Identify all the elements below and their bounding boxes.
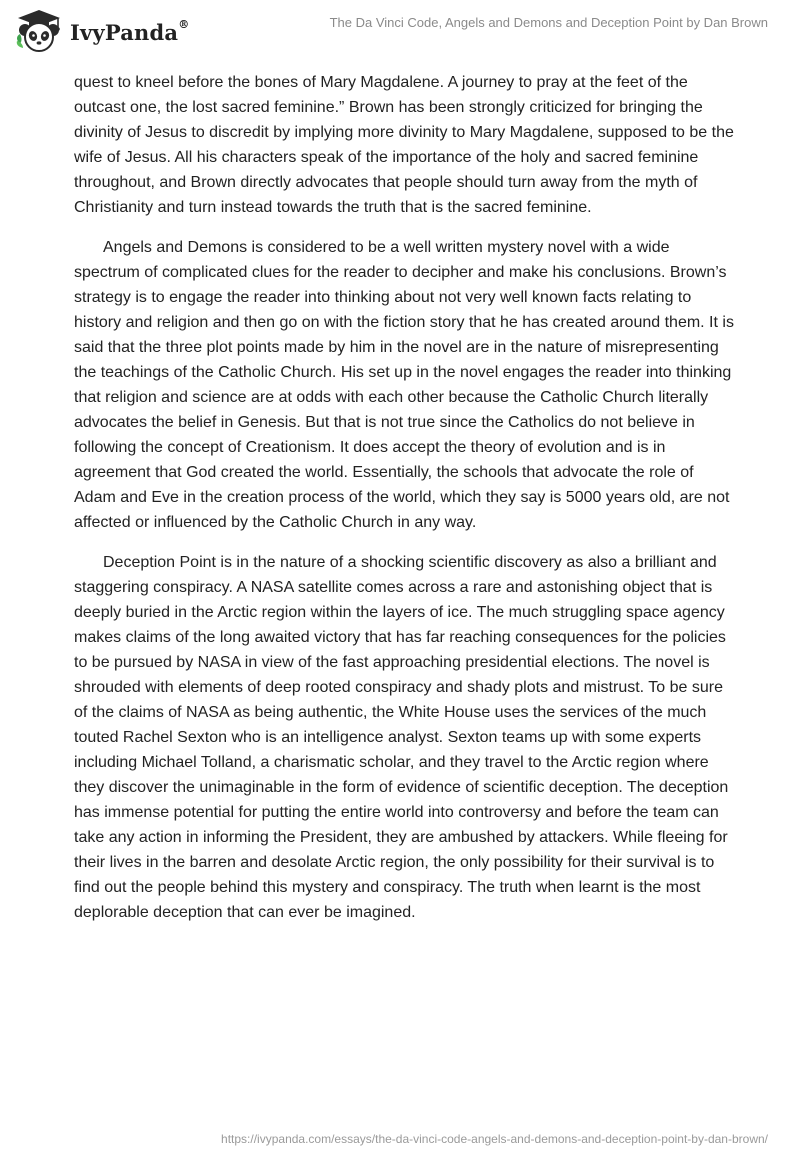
source-url[interactable]: https://ivypanda.com/essays/the-da-vinci-code-angels-and-demons-and-deception-point-by-dan-brown/ (221, 1132, 768, 1146)
page-header (0, 0, 800, 70)
registered-mark: ® (178, 17, 190, 31)
panda-graduation-cap-icon (14, 8, 64, 52)
logo-wordmark (70, 17, 190, 45)
paragraph-1: quest to kneel before the bones of Mary Magdalene. A journey to pray at the feet of the outcast one, the lost sacred feminine.” Brown has been strongly criticized for bringing the divinity of Jesus to discredit by implying more divinity to Mary Magdalene, supposed to be the wife of Jesus. All his characters speak of the importance of the holy and sacred feminine throughout, and Brown directly advocates that people should turn away from the myth of Christianity and turn instead towards the truth that is the sacred feminine. (74, 74, 734, 216)
paragraph-2: Angels and Demons is considered to be a well written mystery novel with a wide spectrum of complicated clues for the reader to decipher and make his conclusions. Brown’s strategy is to engage the reader into thinking about not very well known facts relating to history and religion and then go on with the fiction story that he has created around them. It is said that the three plot points made by him in the novel are in the nature of misrepresenting the teachings of the Catholic Church. His set up in the novel engages the reader into thinking that religion and science are at odds with each other because the Catholic Church literally advocates the belief in Genesis. But that is not true since the Catholics do not believe in following the concept of Creationism. It does accept the theory of evolution and is in agreement that God created the world. Essentially, the schools that advocate the role of Adam and Eve in the creation process of the world, which they say is 5000 years old, are not affected or influenced by the Catholic Church in any way. (74, 239, 734, 531)
running-title: The Da Vinci Code, Angels and Demons and Deception Point by Dan Brown (329, 15, 768, 30)
paragraph-3: Deception Point is in the nature of a shocking scientific discovery as also a brilliant and staggering conspiracy. A NASA satellite comes across a rare and astonishing object that is deeply buried in the Arctic region within the layers of ice. The much struggling space agency makes claims of the long awaited victory that has far reaching consequences for the policies to be pursued by NASA in view of the fast approaching presidential elections. The novel is shrouded with elements of deep rooted conspiracy and shady plots and mistrust. To be sure of the claims of NASA as being authentic, the White House uses the services of the much touted Rachel Sexton who is an intelligence analyst. Sexton teams up with some experts including Michael Tolland, a charismatic scholar, and they travel to the Arctic region where they discover the unimaginable in the form of evidence of scientific deception. The deception has immense potential for putting the entire world into controversy and before the team can take any action in informing the President, they are ambushed by attackers. While fleeing for their lives in the barren and desolate Arctic region, the only possibility for their survival is to find out the people behind this mystery and conspiracy. The truth when learnt is the most deplorable deception that can ever be imagined. (74, 554, 729, 921)
essay-body (74, 70, 734, 940)
ivypanda-logo[interactable] (14, 8, 189, 52)
logo-text: IvyPanda (70, 19, 179, 45)
